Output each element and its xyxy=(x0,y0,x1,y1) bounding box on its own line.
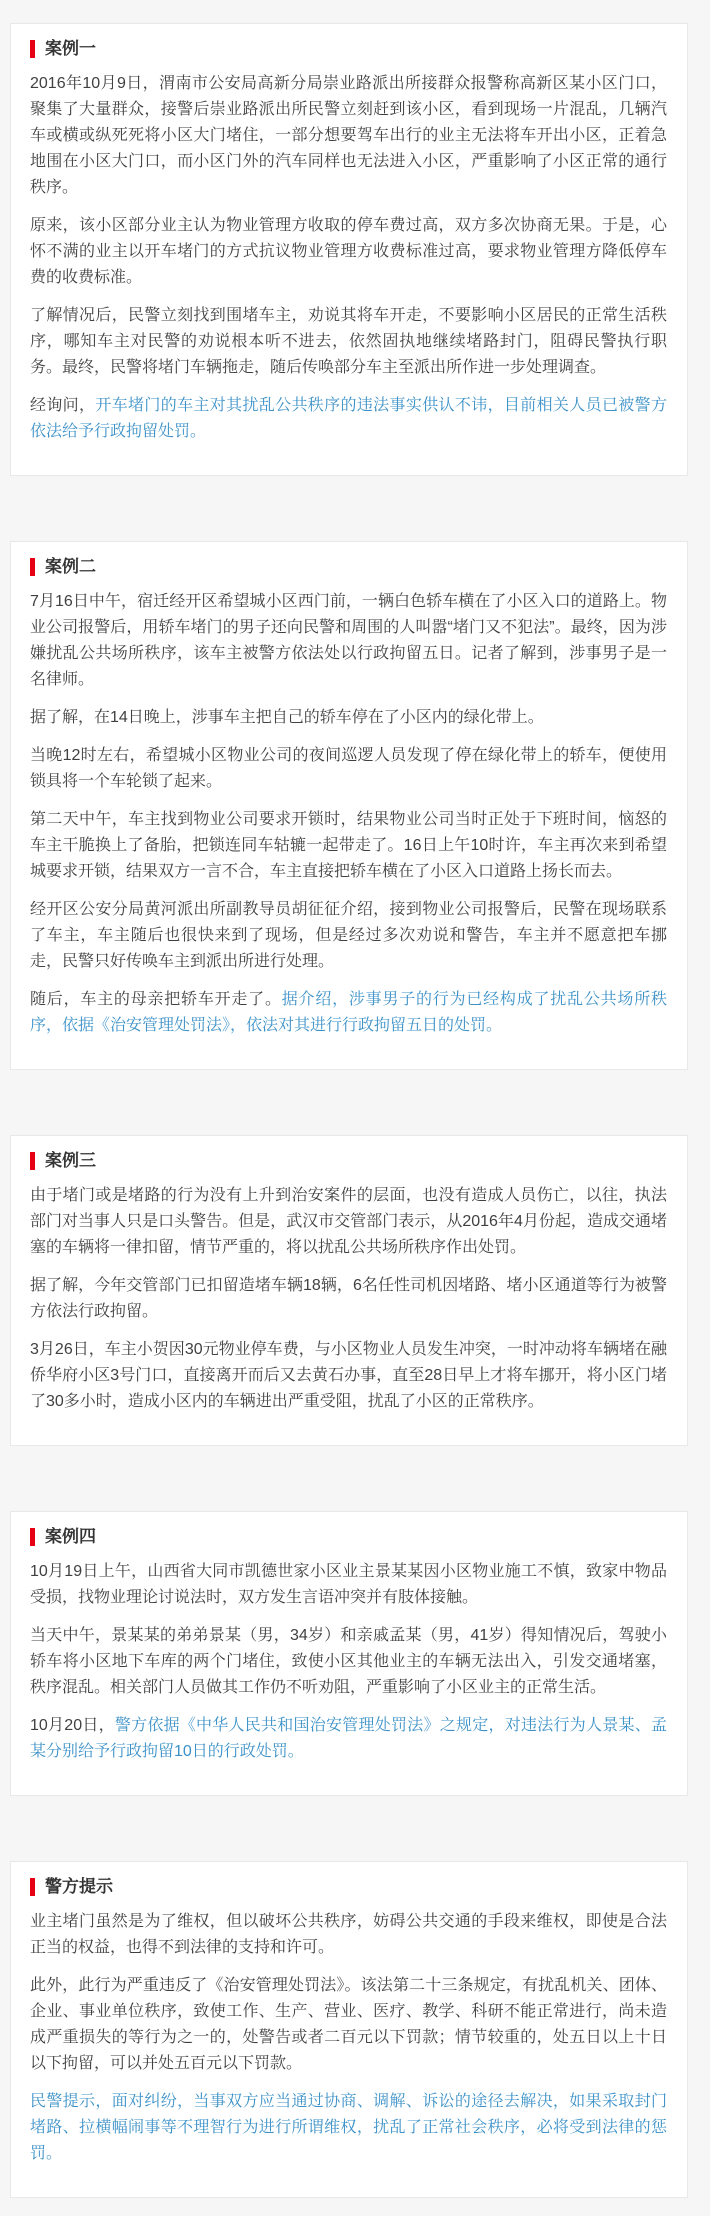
highlighted-text: 据介绍，涉事男子的行为已经构成了扰乱公共场所秩序，依据《治安管理处罚法》，依法对其进行行政拘留五日的处罚。 xyxy=(30,991,667,1034)
text-run: 10月20日， xyxy=(30,1717,115,1734)
case-card-3 xyxy=(10,1135,688,1446)
paragraph xyxy=(30,303,667,381)
paragraph xyxy=(30,987,667,1039)
card-body xyxy=(30,1559,667,1765)
card-title: 案例四 xyxy=(45,1527,96,1546)
paragraph xyxy=(30,705,667,731)
paragraph xyxy=(30,1973,667,2077)
paragraph xyxy=(30,1623,667,1701)
text-run: 3月26日，车主小贺因30元物业停车费，与小区物业人员发生冲突，一时冲动将车辆堵在融侨华府小区3号门口，直接离开而后又去黄石办事，直至28日早上才将车挪开，将小区门堵了30多小时，造成小区内的车辆进出严重受阻，扰乱了小区的正常秩序。 xyxy=(30,1341,667,1410)
case-card-2 xyxy=(10,541,688,1070)
paragraph xyxy=(30,393,667,445)
paragraph xyxy=(30,743,667,795)
paragraph xyxy=(30,1559,667,1611)
paragraph xyxy=(30,1337,667,1415)
card-header xyxy=(30,1877,667,1897)
text-run: 当天中午，景某某的弟弟景某（男，34岁）和亲戚孟某（男，41岁）得知情况后，驾驶小轿车将小区地下车库的两个门堵住，致使小区其他业主的车辆无法出入，引发交通堵塞，秩序混乱。相关部门人员做其工作仍不听劝阻，严重影响了小区业主的正常生活。 xyxy=(30,1627,667,1696)
text-run: 随后，车主的母亲把轿车开走了。 xyxy=(30,991,282,1008)
paragraph xyxy=(30,897,667,975)
paragraph xyxy=(30,1713,667,1765)
text-run: 经询问， xyxy=(30,397,96,414)
text-run: 经开区公安分局黄河派出所副教导员胡征征介绍，接到物业公司报警后，民警在现场联系了车主，车主随后也很快来到了现场，但是经过多次劝说和警告，车主并不愿意把车挪走，民警只好传唤车主到派出所进行处理。 xyxy=(30,901,667,970)
red-accent-bar-icon xyxy=(30,1528,35,1546)
text-run: 据了解，今年交管部门已扣留造堵车辆18辆，6名任性司机因堵路、堵小区通道等行为被警方依法行政拘留。 xyxy=(30,1277,667,1320)
paragraph xyxy=(30,1273,667,1325)
card-header xyxy=(30,1151,667,1171)
text-run: 当晚12时左右，希望城小区物业公司的夜间巡逻人员发现了停在绿化带上的轿车，便使用锁具将一个车轮锁了起来。 xyxy=(30,747,667,790)
red-accent-bar-icon xyxy=(30,558,35,576)
card-header xyxy=(30,39,667,59)
text-run: 原来，该小区部分业主认为物业管理方收取的停车费过高，双方多次协商无果。于是，心怀不满的业主以开车堵门的方式抗议物业管理方收费标准过高，要求物业管理方降低停车费的收费标准。 xyxy=(30,217,667,286)
highlighted-text: 警方依据《中华人民共和国治安管理处罚法》之规定，对违法行为人景某、孟某分别给予行政拘留10日的行政处罚。 xyxy=(30,1717,667,1760)
red-accent-bar-icon xyxy=(30,1878,35,1896)
text-run: 由于堵门或是堵路的行为没有上升到治安案件的层面，也没有造成人员伤亡，以往，执法部门对当事人只是口头警告。但是，武汉市交管部门表示，从2016年4月份起，造成交通堵塞的车辆将一律扣留，情节严重的，将以扰乱公共场所秩序作出处罚。 xyxy=(30,1187,667,1256)
highlighted-text: 民警提示，面对纠纷，当事双方应当通过协商、调解、诉讼的途径去解决，如果采取封门堵路、拉横幅闹事等不理智行为进行所谓维权，扰乱了正常社会秩序，必将受到法律的惩罚。 xyxy=(30,2093,667,2162)
paragraph xyxy=(30,807,667,885)
text-run: 了解情况后，民警立刻找到围堵车主，劝说其将车开走，不要影响小区居民的正常生活秩序，哪知车主对民警的劝说根本听不进去，依然固执地继续堵路封门，阻碍民警执行职务。最终，民警将堵门车辆拖走，随后传唤部分车主至派出所作进一步处理调查。 xyxy=(30,307,667,376)
red-accent-bar-icon xyxy=(30,1152,35,1170)
paragraph xyxy=(30,1909,667,1961)
paragraph xyxy=(30,71,667,201)
red-accent-bar-icon xyxy=(30,40,35,58)
card-header xyxy=(30,557,667,577)
card-body xyxy=(30,1183,667,1415)
paragraph xyxy=(30,2089,667,2167)
text-run: 业主堵门虽然是为了维权，但以破坏公共秩序，妨碍公共交通的手段来维权，即使是合法正当的权益，也得不到法律的支持和许可。 xyxy=(30,1913,667,1956)
case-card-4 xyxy=(10,1511,688,1796)
highlighted-text: 开车堵门的车主对其扰乱公共秩序的违法事实供认不讳，目前相关人员已被警方依法给予行政拘留处罚。 xyxy=(30,397,667,440)
paragraph xyxy=(30,589,667,693)
card-header xyxy=(30,1527,667,1547)
text-run: 7月16日中午，宿迁经开区希望城小区西门前，一辆白色轿车横在了小区入口的道路上。物业公司报警后，用轿车堵门的男子还向民警和周围的人叫嚣“堵门又不犯法”。最终，因为涉嫌扰乱公共场所秩序，该车主被警方依法处以行政拘留五日。记者了解到，涉事男子是一名律师。 xyxy=(30,593,667,688)
case-card-1 xyxy=(10,23,688,476)
text-run: 第二天中午，车主找到物业公司要求开锁时，结果物业公司当时正处于下班时间，恼怒的车主干脆换上了备胎，把锁连同车轱辘一起带走了。16日上午10时许，车主再次来到希望城要求开锁，结果双方一言不合，车主直接把轿车横在了小区入口道路上扬长而去。 xyxy=(30,811,667,880)
text-run: 10月19日上午，山西省大同市凯德世家小区业主景某某因小区物业施工不慎，致家中物品受损，找物业理论讨说法时，双方发生言语冲突并有肢体接触。 xyxy=(30,1563,667,1606)
card-title: 案例三 xyxy=(45,1151,96,1170)
card-title: 案例一 xyxy=(45,39,96,58)
card-body xyxy=(30,589,667,1039)
card-body xyxy=(30,1909,667,2167)
card-title: 警方提示 xyxy=(45,1877,113,1896)
text-run: 2016年10月9日，渭南市公安局高新分局崇业路派出所接群众报警称高新区某小区门口，聚集了大量群众，接警后崇业路派出所民警立刻赶到该小区，看到现场一片混乱，几辆汽车或横或纵死死将小区大门堵住，一部分想要驾车出行的业主无法将车开出小区，正着急地围在小区大门口，而小区门外的汽车同样也无法进入小区，严重影响了小区正常的通行秩序。 xyxy=(30,75,667,196)
paragraph xyxy=(30,213,667,291)
police-tips-card xyxy=(10,1861,688,2198)
text-run: 此外，此行为严重违反了《治安管理处罚法》。该法第二十三条规定，有扰乱机关、团体、企业、事业单位秩序，致使工作、生产、营业、医疗、教学、科研不能正常进行，尚未造成严重损失的等行为之一的，处警告或者二百元以下罚款；情节较重的，处五日以上十日以下拘留，可以并处五百元以下罚款。 xyxy=(30,1977,667,2072)
text-run: 据了解，在14日晚上，涉事车主把自己的轿车停在了小区内的绿化带上。 xyxy=(30,709,544,726)
paragraph xyxy=(30,1183,667,1261)
card-body xyxy=(30,71,667,445)
card-title: 案例二 xyxy=(45,557,96,576)
